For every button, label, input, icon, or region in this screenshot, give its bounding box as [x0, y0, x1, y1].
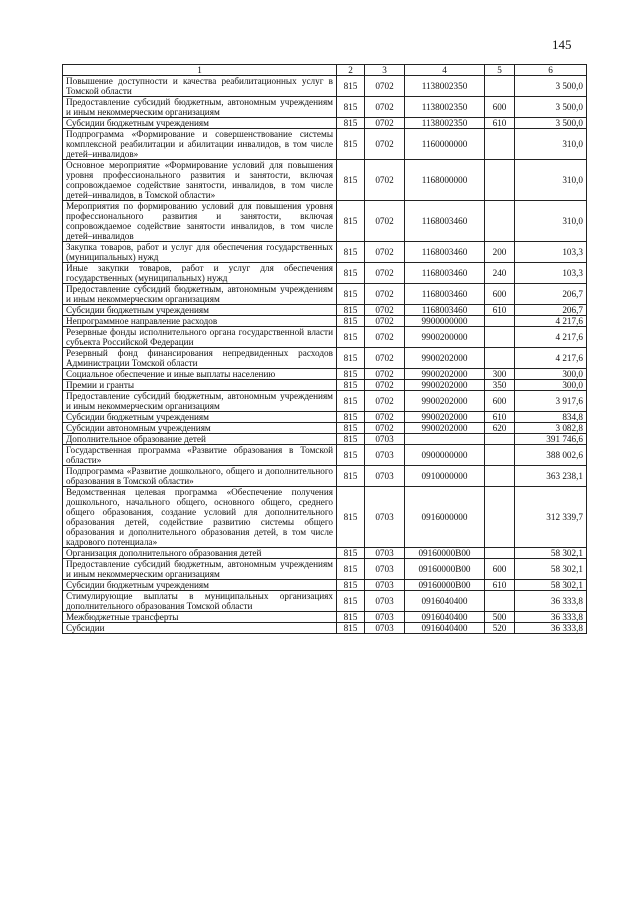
row-target-code-cell: 1138002350 — [405, 76, 485, 97]
table-row — [63, 242, 587, 263]
row-target-code-cell: 1168003460 — [405, 305, 485, 316]
row-amount-cell: 300,0 — [515, 369, 587, 380]
row-amount-cell: 103,3 — [515, 242, 587, 263]
row-amount-cell: 363 238,1 — [515, 466, 587, 487]
row-target-code-cell: 9900202000 — [405, 412, 485, 423]
row-section-code-cell: 0702 — [365, 284, 405, 305]
row-amount-cell: 103,3 — [515, 263, 587, 284]
table-row — [63, 348, 587, 369]
table-row — [63, 201, 587, 242]
row-target-code-cell: 0916040400 — [405, 591, 485, 612]
row-name-cell: Непрограммное направление расходов — [63, 316, 337, 327]
row-admin-code-cell: 815 — [337, 487, 365, 548]
table-row — [63, 284, 587, 305]
row-target-code-cell: 0900000000 — [405, 445, 485, 466]
row-admin-code-cell: 815 — [337, 129, 365, 160]
row-expense-type-cell: 500 — [485, 612, 515, 623]
row-admin-code-cell: 815 — [337, 445, 365, 466]
header-cell: 2 — [337, 65, 365, 76]
table-row — [63, 327, 587, 348]
row-name-cell: Повышение доступности и качества реабилитационных услуг в Томской области — [63, 76, 337, 97]
row-expense-type-cell: 600 — [485, 284, 515, 305]
row-name-cell: Подпрограмма «Развитие дошкольного, общего и дополнительного образования в Томской области» — [63, 466, 337, 487]
row-expense-type-cell: 200 — [485, 242, 515, 263]
row-section-code-cell: 0702 — [365, 369, 405, 380]
row-name-cell: Государственная программа «Развитие образования в Томской области» — [63, 445, 337, 466]
row-section-code-cell: 0702 — [365, 391, 405, 412]
row-admin-code-cell: 815 — [337, 348, 365, 369]
row-section-code-cell: 0703 — [365, 612, 405, 623]
table-row — [63, 118, 587, 129]
row-expense-type-cell — [485, 548, 515, 559]
row-target-code-cell: 0910000000 — [405, 466, 485, 487]
table-header-row — [63, 65, 587, 76]
row-admin-code-cell: 815 — [337, 76, 365, 97]
row-name-cell: Социальное обеспечение и иные выплаты населению — [63, 369, 337, 380]
budget-table — [62, 64, 587, 634]
row-name-cell: Организация дополнительного образования детей — [63, 548, 337, 559]
row-amount-cell: 206,7 — [515, 284, 587, 305]
row-name-cell: Предоставление субсидий бюджетным, автономным учреждениям и иным некоммерческим организациям — [63, 97, 337, 118]
row-section-code-cell: 0702 — [365, 242, 405, 263]
row-expense-type-cell: 600 — [485, 391, 515, 412]
row-amount-cell: 834,8 — [515, 412, 587, 423]
table-row — [63, 391, 587, 412]
row-name-cell: Предоставление субсидий бюджетным, автономным учреждениям и иным некоммерческим организациям — [63, 391, 337, 412]
row-section-code-cell: 0702 — [365, 316, 405, 327]
table-row — [63, 97, 587, 118]
table-row — [63, 487, 587, 548]
row-expense-type-cell — [485, 487, 515, 548]
row-amount-cell: 58 302,1 — [515, 559, 587, 580]
row-amount-cell: 3 500,0 — [515, 118, 587, 129]
row-admin-code-cell: 815 — [337, 623, 365, 634]
row-target-code-cell: 09160000В00 — [405, 580, 485, 591]
row-admin-code-cell: 815 — [337, 591, 365, 612]
row-expense-type-cell — [485, 129, 515, 160]
row-admin-code-cell: 815 — [337, 242, 365, 263]
row-name-cell: Мероприятия по формированию условий для повышения уровня профессионального развития и занятости, включая сопровождаемое содействие занятости инвалидов, в том числе детей–инвалидов — [63, 201, 337, 242]
row-expense-type-cell: 240 — [485, 263, 515, 284]
row-expense-type-cell — [485, 466, 515, 487]
row-amount-cell: 4 217,6 — [515, 348, 587, 369]
row-name-cell: Субсидии — [63, 623, 337, 634]
row-target-code-cell — [405, 434, 485, 445]
row-admin-code-cell: 815 — [337, 391, 365, 412]
row-section-code-cell: 0703 — [365, 434, 405, 445]
row-expense-type-cell: 520 — [485, 623, 515, 634]
row-section-code-cell: 0702 — [365, 129, 405, 160]
row-amount-cell: 58 302,1 — [515, 548, 587, 559]
row-amount-cell: 206,7 — [515, 305, 587, 316]
row-name-cell: Закупка товаров, работ и услуг для обеспечения государственных (муниципальных) нужд — [63, 242, 337, 263]
row-name-cell: Стимулирующие выплаты в муниципальных организациях дополнительного образования Томской области — [63, 591, 337, 612]
row-section-code-cell: 0703 — [365, 548, 405, 559]
row-amount-cell: 310,0 — [515, 201, 587, 242]
row-section-code-cell: 0702 — [365, 201, 405, 242]
row-section-code-cell: 0702 — [365, 327, 405, 348]
row-target-code-cell: 1168003460 — [405, 201, 485, 242]
row-section-code-cell: 0702 — [365, 160, 405, 201]
row-section-code-cell: 0702 — [365, 76, 405, 97]
row-amount-cell: 3 917,6 — [515, 391, 587, 412]
row-name-cell: Основное мероприятие «Формирование условий для повышения уровня профессионального развития и занятости, включая сопровождаемое содействие занятости, инвалидов, в том числе детей–инвалидов, в Томской области» — [63, 160, 337, 201]
row-admin-code-cell: 815 — [337, 559, 365, 580]
row-admin-code-cell: 815 — [337, 305, 365, 316]
row-expense-type-cell: 300 — [485, 369, 515, 380]
table-row — [63, 559, 587, 580]
table-row — [63, 305, 587, 316]
row-section-code-cell: 0703 — [365, 487, 405, 548]
table-row — [63, 623, 587, 634]
row-amount-cell: 3 500,0 — [515, 97, 587, 118]
row-admin-code-cell: 815 — [337, 316, 365, 327]
row-name-cell: Субсидии автономным учреждениям — [63, 423, 337, 434]
row-expense-type-cell: 610 — [485, 412, 515, 423]
row-admin-code-cell: 815 — [337, 97, 365, 118]
row-expense-type-cell — [485, 591, 515, 612]
row-admin-code-cell: 815 — [337, 160, 365, 201]
row-target-code-cell: 9900202000 — [405, 380, 485, 391]
row-name-cell: Резервный фонд финансирования непредвиденных расходов Администрации Томской области — [63, 348, 337, 369]
row-target-code-cell: 9900200000 — [405, 327, 485, 348]
row-expense-type-cell: 600 — [485, 559, 515, 580]
row-name-cell: Резервные фонды исполнительного органа государственной власти субъекта Российской Федерации — [63, 327, 337, 348]
table-row — [63, 580, 587, 591]
row-amount-cell: 36 333,8 — [515, 612, 587, 623]
row-name-cell: Субсидии бюджетным учреждениям — [63, 305, 337, 316]
table-row — [63, 548, 587, 559]
row-target-code-cell: 1138002350 — [405, 118, 485, 129]
row-name-cell: Субсидии бюджетным учреждениям — [63, 118, 337, 129]
row-amount-cell: 58 302,1 — [515, 580, 587, 591]
row-expense-type-cell — [485, 434, 515, 445]
row-name-cell: Иные закупки товаров, работ и услуг для обеспечения государственных (муниципальных) нужд — [63, 263, 337, 284]
row-target-code-cell: 09160000В00 — [405, 559, 485, 580]
row-section-code-cell: 0703 — [365, 591, 405, 612]
row-section-code-cell: 0702 — [365, 118, 405, 129]
row-section-code-cell: 0703 — [365, 445, 405, 466]
row-amount-cell: 3 082,8 — [515, 423, 587, 434]
row-expense-type-cell: 610 — [485, 580, 515, 591]
table-row — [63, 434, 587, 445]
row-expense-type-cell — [485, 445, 515, 466]
row-name-cell: Межбюджетные трансферты — [63, 612, 337, 623]
row-admin-code-cell: 815 — [337, 412, 365, 423]
table-row — [63, 423, 587, 434]
row-expense-type-cell — [485, 348, 515, 369]
header-cell: 5 — [485, 65, 515, 76]
row-section-code-cell: 0702 — [365, 423, 405, 434]
row-section-code-cell: 0702 — [365, 348, 405, 369]
row-expense-type-cell — [485, 76, 515, 97]
row-section-code-cell: 0703 — [365, 559, 405, 580]
row-target-code-cell: 09160000В00 — [405, 548, 485, 559]
row-amount-cell: 310,0 — [515, 129, 587, 160]
row-section-code-cell: 0703 — [365, 623, 405, 634]
row-expense-type-cell — [485, 327, 515, 348]
row-expense-type-cell: 620 — [485, 423, 515, 434]
row-target-code-cell: 1138002350 — [405, 97, 485, 118]
header-cell: 6 — [515, 65, 587, 76]
row-section-code-cell: 0702 — [365, 380, 405, 391]
row-admin-code-cell: 815 — [337, 369, 365, 380]
row-admin-code-cell: 815 — [337, 580, 365, 591]
table-row — [63, 160, 587, 201]
table-row — [63, 466, 587, 487]
row-name-cell: Ведомственная целевая программа «Обеспечение получения дошкольного, начального общего, основного общего, среднего общего образования, создание условий для дополнительного образования детей, содействие развитию системы общего образования и дополнительного образования детей, в том числе кадрового потенциала» — [63, 487, 337, 548]
row-admin-code-cell: 815 — [337, 284, 365, 305]
table-row — [63, 316, 587, 327]
row-amount-cell: 36 333,8 — [515, 591, 587, 612]
row-target-code-cell: 0916040400 — [405, 623, 485, 634]
table-row — [63, 129, 587, 160]
row-amount-cell: 391 746,6 — [515, 434, 587, 445]
row-target-code-cell: 1168003460 — [405, 263, 485, 284]
row-name-cell: Субсидии бюджетным учреждениям — [63, 412, 337, 423]
row-expense-type-cell — [485, 160, 515, 201]
row-target-code-cell: 9900202000 — [405, 391, 485, 412]
row-amount-cell: 3 500,0 — [515, 76, 587, 97]
row-name-cell: Предоставление субсидий бюджетным, автономным учреждениям и иным некоммерческим организациям — [63, 284, 337, 305]
table-row — [63, 591, 587, 612]
row-target-code-cell: 1168000000 — [405, 160, 485, 201]
row-admin-code-cell: 815 — [337, 263, 365, 284]
row-expense-type-cell: 610 — [485, 118, 515, 129]
table-row — [63, 369, 587, 380]
row-section-code-cell: 0702 — [365, 305, 405, 316]
row-admin-code-cell: 815 — [337, 434, 365, 445]
row-admin-code-cell: 815 — [337, 380, 365, 391]
row-amount-cell: 4 217,6 — [515, 327, 587, 348]
row-target-code-cell: 1160000000 — [405, 129, 485, 160]
row-amount-cell: 310,0 — [515, 160, 587, 201]
header-cell: 3 — [365, 65, 405, 76]
row-expense-type-cell — [485, 316, 515, 327]
row-section-code-cell: 0703 — [365, 580, 405, 591]
row-admin-code-cell: 815 — [337, 423, 365, 434]
row-amount-cell: 36 333,8 — [515, 623, 587, 634]
row-target-code-cell: 9900202000 — [405, 369, 485, 380]
row-amount-cell: 4 217,6 — [515, 316, 587, 327]
row-admin-code-cell: 815 — [337, 548, 365, 559]
table-row — [63, 380, 587, 391]
header-cell: 1 — [63, 65, 337, 76]
row-name-cell: Премии и гранты — [63, 380, 337, 391]
table-row — [63, 445, 587, 466]
row-target-code-cell: 9900000000 — [405, 316, 485, 327]
table-row — [63, 612, 587, 623]
row-expense-type-cell: 350 — [485, 380, 515, 391]
row-admin-code-cell: 815 — [337, 201, 365, 242]
row-amount-cell: 388 002,6 — [515, 445, 587, 466]
row-target-code-cell: 1168003460 — [405, 242, 485, 263]
row-section-code-cell: 0702 — [365, 263, 405, 284]
row-amount-cell: 312 339,7 — [515, 487, 587, 548]
row-admin-code-cell: 815 — [337, 118, 365, 129]
row-admin-code-cell: 815 — [337, 466, 365, 487]
row-target-code-cell: 0916000000 — [405, 487, 485, 548]
row-admin-code-cell: 815 — [337, 612, 365, 623]
row-name-cell: Предоставление субсидий бюджетным, автономным учреждениям и иным некоммерческим организациям — [63, 559, 337, 580]
row-target-code-cell: 9900202000 — [405, 348, 485, 369]
table-row — [63, 263, 587, 284]
row-section-code-cell: 0702 — [365, 97, 405, 118]
table-row — [63, 412, 587, 423]
header-cell: 4 — [405, 65, 485, 76]
row-amount-cell: 300,0 — [515, 380, 587, 391]
row-name-cell: Дополнительное образование детей — [63, 434, 337, 445]
row-section-code-cell: 0702 — [365, 412, 405, 423]
row-expense-type-cell — [485, 201, 515, 242]
row-name-cell: Подпрограмма «Формирование и совершенствование системы комплексной реабилитации и абилитации инвалидов, в том числе детей–инвалидов» — [63, 129, 337, 160]
row-admin-code-cell: 815 — [337, 327, 365, 348]
row-section-code-cell: 0703 — [365, 466, 405, 487]
row-expense-type-cell: 600 — [485, 97, 515, 118]
page-number: 145 — [552, 37, 572, 52]
row-target-code-cell: 0916040400 — [405, 612, 485, 623]
table-row — [63, 76, 587, 97]
row-target-code-cell: 9900202000 — [405, 423, 485, 434]
row-name-cell: Субсидии бюджетным учреждениям — [63, 580, 337, 591]
row-target-code-cell: 1168003460 — [405, 284, 485, 305]
row-expense-type-cell: 610 — [485, 305, 515, 316]
